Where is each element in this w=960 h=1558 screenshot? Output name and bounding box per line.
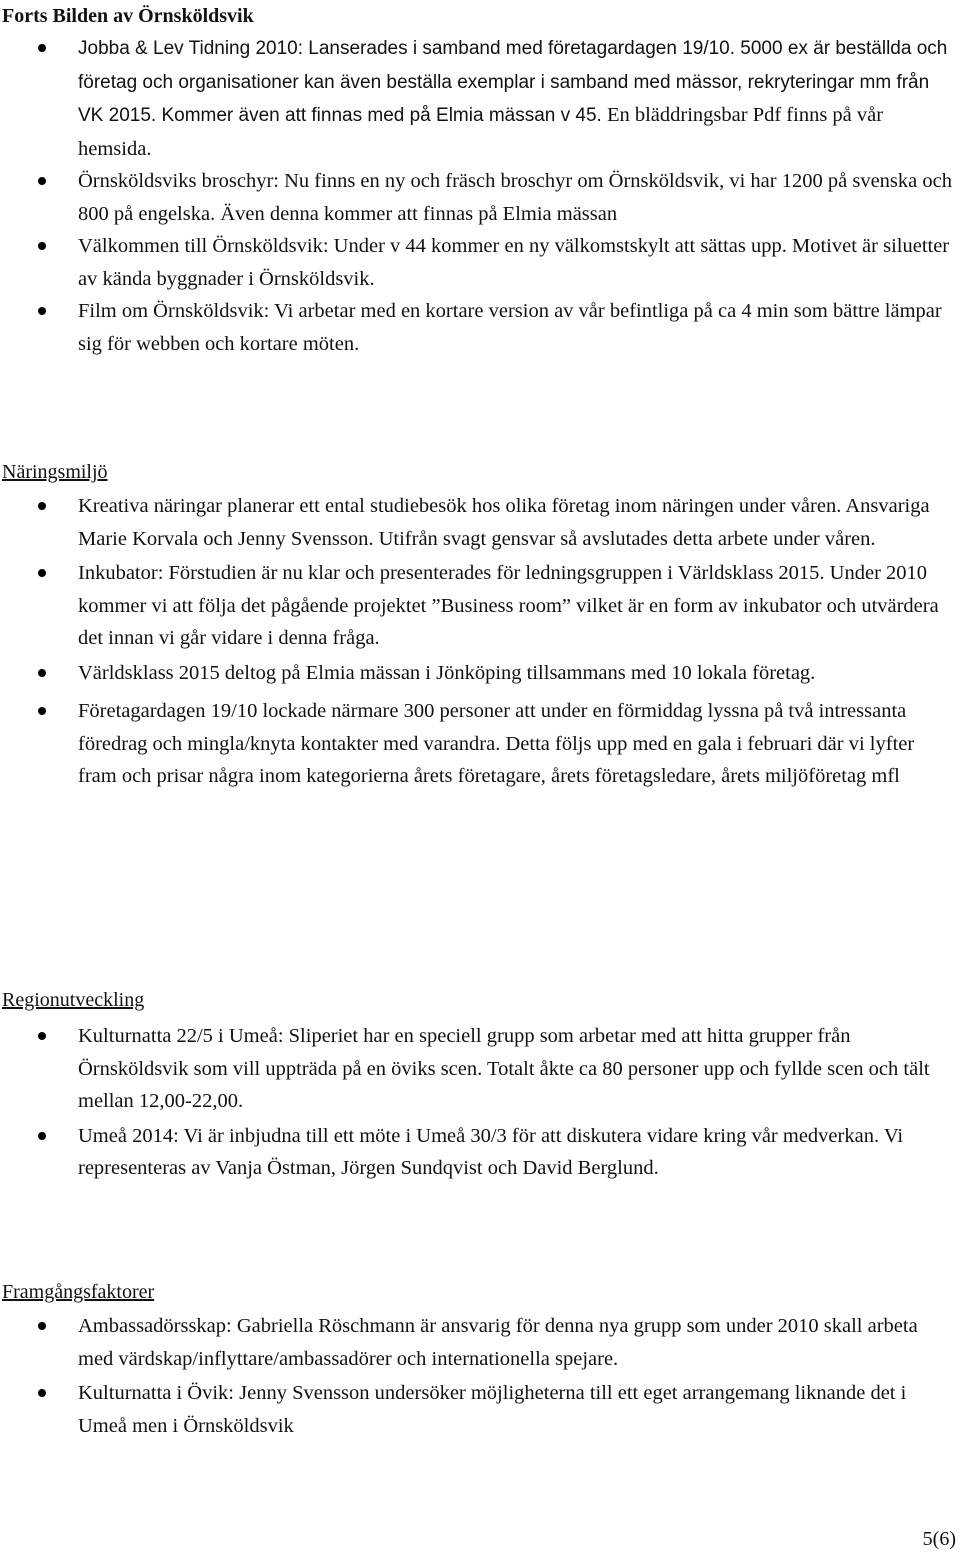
list-item <box>0 490 960 555</box>
item-text: Örnsköldsviks broschyr: Nu finns en ny och fräsch broschyr om Örnsköldsvik, vi har 1200 på svenska och 800 på engelska. Även denna kommer att finnas på Elmia mässan <box>78 170 952 225</box>
bullet-list <box>0 490 960 793</box>
item-text: Kulturnatta 22/5 i Umeå: Sliperiet har en speciell grupp som arbetar med att hitta grupper från Örnsköldsvik som vill uppträda på en öviks scen. Totalt åkte ca 80 personer upp och fyllde scen och tält mellan 12,00-22,00. <box>78 1025 930 1112</box>
item-text: Välkommen till Örnsköldsvik: Under v 44 kommer en ny välkomstskylt att sättas upp. Motivet är siluetter av kända byggnader i Örnsköldsvik. <box>78 235 950 290</box>
list-item <box>0 657 960 690</box>
list-item <box>0 230 960 295</box>
item-text: Inkubator: Förstudien är nu klar och presenterades för ledningsgruppen i Världsklass 2015. Under 2010 kommer vi att följa det pågående projektet ”Business room” vilket är en form av inkubator och utvärdera det innan vi går vidare i denna fråga. <box>78 562 939 649</box>
bullet-icon <box>38 1389 46 1397</box>
bullet-list <box>0 1020 960 1185</box>
item-text: Jobba & Lev Tidning 2010: Lanserades i samband med företagardagen 19/10. 5000 ex är beställda och företag och organisationer kan även beställa exemplar i samband med mässor, rekryteringar mm från VK 2015. Kommer även att finnas med på Elmia mässan v 45. <box>78 38 948 126</box>
list-item <box>0 1120 960 1185</box>
bullet-icon <box>38 669 46 677</box>
section-regionutveckling <box>0 984 960 1185</box>
bullet-icon <box>38 569 46 577</box>
list-item <box>0 557 960 655</box>
page-number: 5(6) <box>922 1528 956 1550</box>
section-naringsmiljo <box>0 456 960 793</box>
item-text: Kreativa näringar planerar ett ental studiebesök hos olika företag inom näringen under våren. Ansvariga Marie Korvala och Jenny Svensson. Utifrån svagt gensvar så avslutades detta arbete under våren. <box>78 495 930 550</box>
bullet-icon <box>38 44 46 52</box>
bullet-icon <box>38 707 46 715</box>
section-framgangsfaktorer <box>0 1276 960 1442</box>
bullet-icon <box>38 307 46 315</box>
section-heading: Regionutveckling <box>2 989 145 1011</box>
list-item <box>0 1020 960 1118</box>
bullet-icon <box>38 177 46 185</box>
bullet-list <box>0 1310 960 1442</box>
list-item <box>0 165 960 230</box>
item-text: Kulturnatta i Övik: Jenny Svensson undersöker möjligheterna till ett eget arrangemang liknande det i Umeå men i Örnsköldsvik <box>78 1382 907 1437</box>
bullet-list <box>0 32 960 360</box>
item-text: Film om Örnsköldsvik: Vi arbetar med en kortare version av vår befintliga på ca 4 min som bättre lämpar sig för webben och kortare möten. <box>78 300 942 355</box>
list-item <box>0 695 960 793</box>
bullet-icon <box>38 502 46 510</box>
list-item <box>0 1310 960 1375</box>
item-text: Ambassadörsskap: Gabriella Röschmann är ansvarig för denna nya grupp som under 2010 skall arbeta med värdskap/inflyttare/ambassadörer och internationella spejare. <box>78 1315 918 1370</box>
bullet-icon <box>38 1132 46 1140</box>
item-text: Umeå 2014: Vi är inbjudna till ett möte i Umeå 30/3 för att diskutera vidare kring vår medverkan. Vi representeras av Vanja Östman, Jörgen Sundqvist och David Berglund. <box>78 1124 904 1179</box>
bullet-icon <box>38 1032 46 1040</box>
item-text: En bläddringsbar Pdf finns på vår hemsida. <box>78 104 884 160</box>
section-heading: Forts Bilden av Örnsköldsvik <box>2 5 254 27</box>
item-text: Världsklass 2015 deltog på Elmia mässan i Jönköping tillsammans med 10 lokala företag. <box>78 661 816 684</box>
list-item <box>0 32 960 165</box>
section-heading: Näringsmiljö <box>2 461 108 483</box>
list-item <box>0 295 960 360</box>
section-heading: Framgångsfaktorer <box>2 1281 155 1303</box>
item-text: Företagardagen 19/10 lockade närmare 300 personer att under en förmiddag lyssna på två intressanta föredrag och mingla/knyta kontakter med varandra. Detta följs upp med en gala i februari där vi lyfter fram och prisar några inom kategorierna årets företagare, årets företagsledare, årets miljöföretag mfl <box>78 700 915 787</box>
section-bilden-av-ornskoldsvik <box>0 0 960 360</box>
bullet-icon <box>38 1322 46 1330</box>
list-item <box>0 1377 960 1442</box>
bullet-icon <box>38 242 46 250</box>
